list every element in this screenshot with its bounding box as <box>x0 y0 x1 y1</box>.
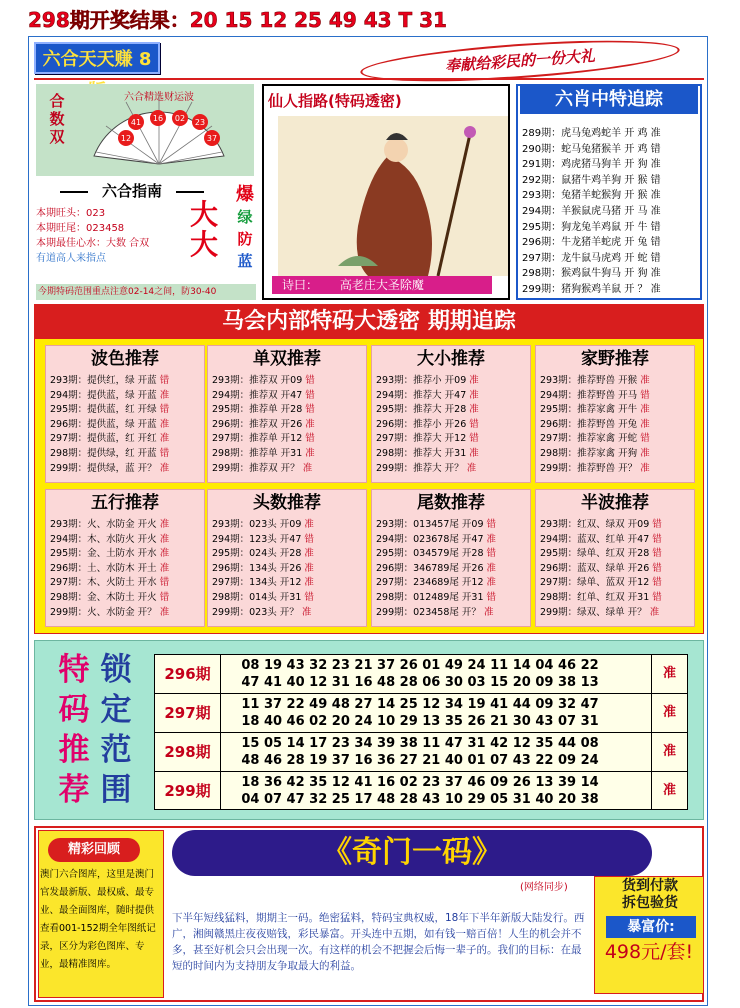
card-row: 293期：023头 开09 准 <box>212 519 314 530</box>
card-row-mark: 准 <box>640 404 650 416</box>
card-row: 296期：134头 开26 准 <box>212 562 314 574</box>
card-row: 295期：034579尾 开28 错 <box>376 548 497 560</box>
side-word: 蓝 <box>237 252 253 270</box>
lock-char: 推 <box>58 732 90 768</box>
lock-mark: 准 <box>651 733 687 771</box>
card-row: 299期：推荐大 开？ 准 <box>376 462 477 474</box>
card-row-mark: 准 <box>159 533 170 545</box>
lock-period: 299期 <box>155 772 221 810</box>
ad-description: 下半年短线猛料，期期主一码。绝密猛料，特码宝典权威，18年下半年新版大陆发行。西广，湘闽赣黑庄夜夜赔钱，彩民暴富。开头连中五期，如有钱一赔百倍！人生的机会并不多，甚至好机会只会出现一次。有这样的机会不把握会后悔一辈子的。我们的目标：在最短的时间内为支持朋友争取最大的利益。 <box>172 912 585 972</box>
recommend-grid <box>34 338 704 634</box>
card-row: 294期：123头 开47 错 <box>212 533 314 545</box>
lock-period: 298期 <box>155 733 221 771</box>
recommend-card <box>371 345 531 483</box>
card-row-mark: 错 <box>159 375 170 386</box>
card-row-mark: 错 <box>652 548 662 560</box>
review-title: 精彩回顾 <box>48 838 140 862</box>
card-row-mark: 准 <box>469 447 479 459</box>
slogan: 奉献给彩民的一份大礼 <box>359 33 681 89</box>
card-row: 298期：金、木防土 开火 错 <box>50 591 170 603</box>
card-row: 298期：012489尾 开31 错 <box>376 591 497 603</box>
card-row-mark: 准 <box>159 562 170 574</box>
recommend-card <box>207 345 367 483</box>
edition-badge: 六合天天赚 8 <box>34 42 160 74</box>
poem-label: 诗曰： <box>282 278 319 292</box>
range-note: 今期特码范围重点注意02-14之间，防30-40 <box>36 284 256 300</box>
card-row: 297期：推荐单 开12 错 <box>212 433 315 445</box>
fan-title: 六合精选财运波 <box>124 92 194 103</box>
lock-numbers <box>225 735 615 769</box>
card-row-mark: 错 <box>305 389 315 401</box>
guide-line: 本期最佳心水：大数 合双 <box>36 238 150 249</box>
card-row-mark: 准 <box>486 562 497 574</box>
card-row-mark: 错 <box>486 519 497 530</box>
card-row: 297期：134头 开12 准 <box>212 577 314 589</box>
card-row: 293期：013457尾 开09 错 <box>376 519 497 530</box>
lock-table <box>154 654 688 810</box>
zodiac-row: 291期：鸡虎猪马狗羊 开 狗 准 <box>522 159 661 171</box>
card-row-mark: 准 <box>159 389 170 401</box>
zodiac-row: 297期：龙牛鼠马虎鸡 开 蛇 错 <box>522 252 661 264</box>
card-row: 293期：推荐小 开09 准 <box>376 375 479 386</box>
card-row: 294期：木、水防火 开火 准 <box>50 533 170 545</box>
card-row-mark: 错 <box>159 404 170 416</box>
lock-line: 04 07 47 32 25 17 48 28 43 10 29 05 31 40 20 38 <box>241 792 599 807</box>
card-row-mark: 准 <box>302 462 313 474</box>
card-row-mark: 准 <box>305 447 315 459</box>
card-row-mark: 错 <box>652 577 662 589</box>
guide-line: 本期旺尾：023458 <box>36 223 125 234</box>
card-row-mark: 错 <box>652 591 662 603</box>
card-row-mark: 准 <box>304 519 314 530</box>
fan-ball-number: 16 <box>152 114 164 123</box>
card-row: 295期：024头 开28 准 <box>212 548 314 560</box>
lock-period: 297期 <box>155 694 221 732</box>
result-title: 298期开奖结果：20 15 12 25 49 43 T 31 <box>28 8 447 32</box>
side-words <box>232 184 258 272</box>
card-row-mark: 错 <box>304 591 314 603</box>
side-word: 绿 <box>237 208 253 226</box>
recommend-card <box>207 489 367 627</box>
card-row: 296期：346789尾 开26 准 <box>376 562 497 574</box>
card-row-mark: 准 <box>640 375 650 386</box>
card-row-mark: 准 <box>304 562 314 574</box>
card-row-mark: 错 <box>305 404 315 416</box>
card-row: 293期：红双、绿双 开09 错 <box>540 519 662 530</box>
card-row-mark: 准 <box>640 447 650 459</box>
card-row-mark: 准 <box>159 462 170 474</box>
card-row: 295期：推荐大 开28 准 <box>376 404 479 416</box>
fan-icon <box>86 86 232 166</box>
card-row: 295期：推荐单 开28 错 <box>212 404 315 416</box>
card-row: 294期：推荐双 开47 错 <box>212 389 315 401</box>
card-row: 299期：023458尾 开？ 准 <box>376 606 494 618</box>
card-row-mark: 准 <box>304 548 314 560</box>
card-row: 299期：火、水防金 开？ 准 <box>50 606 170 618</box>
zodiac-row: 290期：蛇马兔猪猴羊 开 鸡 错 <box>522 143 661 155</box>
zodiac-row: 293期：兔猪羊蛇猴狗 开 猴 准 <box>522 190 661 202</box>
card-title: 家野推荐 <box>581 349 649 369</box>
card-row: 298期：推荐单 开31 准 <box>212 447 315 459</box>
card-row: 297期：推荐家禽 开蛇 错 <box>540 433 650 445</box>
lock-row <box>155 694 687 733</box>
card-row-mark: 错 <box>305 375 315 386</box>
card-row-mark: 错 <box>640 433 650 445</box>
card-row: 298期：推荐家禽 开狗 准 <box>540 447 650 459</box>
card-row: 296期：土、水防木 开土 准 <box>50 562 170 574</box>
card-row-mark: 准 <box>159 433 170 445</box>
guide-title: 六合指南 <box>62 180 202 202</box>
price-label: 暴富价: <box>606 916 696 938</box>
recommend-card <box>371 489 531 627</box>
card-row-mark: 错 <box>652 519 662 530</box>
card-row: 299期：推荐野兽 开？ 准 <box>540 462 650 474</box>
card-row-mark: 错 <box>652 562 662 574</box>
card-row: 298期：014头 开31 错 <box>212 591 314 603</box>
card-title: 尾数推荐 <box>417 493 485 513</box>
card-row-mark: 准 <box>301 606 312 618</box>
card-row: 296期：推荐双 开26 准 <box>212 418 315 430</box>
lock-line: 48 46 28 19 37 16 36 27 21 40 01 07 43 22 09 24 <box>241 753 599 768</box>
big-text: 大大 <box>189 198 218 261</box>
card-row-mark: 准 <box>640 462 650 474</box>
card-row: 298期：提供绿，红 开蓝 错 <box>50 447 170 459</box>
lock-row <box>155 772 687 811</box>
lock-numbers <box>225 657 615 691</box>
card-row: 297期：提供蓝，红 开红 准 <box>50 433 170 445</box>
card-row-mark: 错 <box>469 433 479 445</box>
big-mark <box>186 200 222 260</box>
card-row-mark: 准 <box>159 519 170 530</box>
card-title: 头数推荐 <box>253 493 321 513</box>
guide-info <box>36 206 206 266</box>
lock-line: 18 40 46 02 20 24 10 29 13 35 26 21 30 43 07 31 <box>241 714 599 729</box>
lock-row <box>155 655 687 694</box>
recommend-card <box>535 489 695 627</box>
fan-ball-number: 02 <box>174 114 186 123</box>
card-row-mark: 错 <box>304 533 314 545</box>
zodiac-row: 295期：狗龙兔羊鸡鼠 开 牛 错 <box>522 221 661 233</box>
card-row-mark: 准 <box>159 548 170 560</box>
card-title: 波色推荐 <box>91 349 159 369</box>
card-row: 297期：绿单、蓝双 开12 错 <box>540 577 662 589</box>
poem-text: 高老庄大圣除魔 <box>339 278 424 292</box>
lock-char: 定 <box>100 692 132 728</box>
guide-line: 有道高人来指点 <box>36 253 106 264</box>
price-line: 拆包验货 <box>622 895 678 911</box>
card-row: 294期：023678尾 开47 准 <box>376 533 497 545</box>
fan-ball-number: 12 <box>120 134 132 143</box>
card-row-mark: 准 <box>469 404 479 416</box>
lock-char: 荐 <box>58 772 90 808</box>
sage-illustration <box>278 116 508 276</box>
lock-line: 08 19 43 32 23 21 37 26 01 49 24 11 14 04 46 22 <box>241 658 599 673</box>
header-bar <box>0 0 740 34</box>
zodiac-row: 289期：虎马兔鸡蛇羊 开 鸡 准 <box>522 128 661 139</box>
zodiac-row: 298期：猴鸡鼠牛狗马 开 狗 准 <box>522 268 661 280</box>
card-row-mark: 错 <box>469 418 479 430</box>
card-row: 294期：蓝双、红单 开47 错 <box>540 533 662 545</box>
zodiac-row: 299期：猪狗猴鸡羊鼠 开 ？ 准 <box>522 283 661 295</box>
lock-char: 码 <box>58 692 90 728</box>
card-row: 299期：提供绿，蓝 开？ 准 <box>50 462 170 474</box>
lock-right-chars <box>94 650 138 810</box>
card-row-mark: 错 <box>486 591 497 603</box>
qimen-title: 《奇门一码》 <box>172 830 652 876</box>
recommend-card <box>535 345 695 483</box>
card-title: 半波推荐 <box>581 493 649 513</box>
lock-line: 15 05 14 17 23 34 39 38 11 47 31 42 12 35 44 08 <box>241 736 599 751</box>
card-row-mark: 准 <box>486 577 497 589</box>
fan-ball-number: 23 <box>194 118 206 127</box>
card-row: 296期：推荐小 开26 错 <box>376 418 479 430</box>
price-lines <box>600 878 700 912</box>
card-row-mark: 错 <box>305 433 315 445</box>
card-row-mark: 准 <box>483 606 494 618</box>
hint-title: 仙人指路(特码透密) <box>268 92 402 110</box>
six-zodiac-list <box>522 126 700 298</box>
zodiac-row: 294期：羊猴鼠虎马猪 开 马 准 <box>522 205 661 217</box>
six-zodiac-title: 六肖中特追踪 <box>520 86 698 114</box>
lock-mark: 准 <box>651 772 687 810</box>
lock-char: 特 <box>58 652 90 688</box>
card-row: 295期：金、土防水 开水 准 <box>50 548 170 560</box>
side-word: 防 <box>237 230 253 248</box>
card-row-mark: 准 <box>466 462 477 474</box>
guide-line: 本期旺头：023 <box>36 208 106 219</box>
card-row-mark: 准 <box>649 606 660 618</box>
review-text: 澳门六合图库，这里是澳门官发最新版、最权威、最专业、最全面图库，随时提供查看001-152期全年图纸记录，区分为彩色图库、专业，最精准图库。 <box>40 869 156 970</box>
lock-mark: 准 <box>651 694 687 732</box>
card-title: 大小推荐 <box>417 349 485 369</box>
card-row-mark: 准 <box>305 418 315 430</box>
card-row-mark: 准 <box>304 577 314 589</box>
lock-char: 围 <box>100 772 132 808</box>
card-row-mark: 错 <box>652 533 662 545</box>
card-row: 293期：推荐野兽 开猴 准 <box>540 375 650 386</box>
card-title: 单双推荐 <box>253 349 321 369</box>
price-line: 货到付款 <box>622 878 678 894</box>
card-row-mark: 准 <box>486 533 497 545</box>
recommend-card <box>45 489 205 627</box>
lock-char: 范 <box>100 732 132 768</box>
card-row: 297期：木、火防土 开水 错 <box>50 577 170 589</box>
card-row: 297期：推荐大 开12 错 <box>376 433 479 445</box>
card-row: 294期：推荐野兽 开马 错 <box>540 389 650 401</box>
lock-line: 18 36 42 35 12 41 16 02 23 37 46 09 26 13 39 14 <box>241 775 599 790</box>
card-row-mark: 错 <box>159 447 170 459</box>
card-row-mark: 准 <box>469 375 479 386</box>
zodiac-row: 292期：鼠猪牛鸡羊狗 开 猴 错 <box>522 174 661 186</box>
card-row: 295期：推荐家禽 开牛 准 <box>540 404 650 416</box>
price-value: 498元/套! <box>604 941 694 963</box>
lock-left-chars <box>52 650 96 810</box>
secret-band-title: 马会内部特码大透密 期期追踪 <box>34 304 704 338</box>
card-row-mark: 准 <box>640 418 650 430</box>
card-row-mark: 错 <box>159 591 170 603</box>
lock-line: 47 41 40 12 31 16 48 28 06 30 03 15 20 09 38 13 <box>241 675 599 690</box>
card-row: 293期：火、水防金 开火 准 <box>50 519 170 530</box>
lock-row <box>155 733 687 772</box>
card-row: 296期：蓝双、绿单 开26 错 <box>540 562 662 574</box>
card-row-mark: 错 <box>159 577 170 589</box>
card-row: 299期：023头 开？ 准 <box>212 606 312 618</box>
card-row: 296期：推荐野兽 开兔 准 <box>540 418 650 430</box>
card-row: 299期：绿双、绿单 开？ 准 <box>540 606 660 618</box>
card-row-mark: 准 <box>159 418 170 430</box>
card-row-mark: 准 <box>159 606 170 618</box>
card-row-mark: 错 <box>640 389 650 401</box>
card-row: 298期：推荐大 开31 准 <box>376 447 479 459</box>
net-sync: (网络同步) <box>520 882 568 893</box>
recommend-card <box>45 345 205 483</box>
card-row-mark: 错 <box>486 548 497 560</box>
lock-period: 296期 <box>155 655 221 693</box>
fan-ball-number: 41 <box>130 118 142 127</box>
card-row: 295期：绿单、红双 开28 错 <box>540 548 662 560</box>
lock-mark: 准 <box>651 655 687 693</box>
divider <box>34 78 704 80</box>
poem-caption <box>272 276 492 294</box>
lock-line: 11 37 22 49 48 27 14 25 12 34 19 41 44 09 32 47 <box>241 697 599 712</box>
hedot-label: 合数双 <box>49 92 65 146</box>
card-title: 五行推荐 <box>91 493 159 513</box>
card-row: 296期：提供蓝，绿 开蓝 准 <box>50 418 170 430</box>
fan-ball-number: 37 <box>206 134 218 143</box>
lock-numbers <box>225 696 615 730</box>
card-row-mark: 准 <box>469 389 479 401</box>
card-row: 294期：推荐大 开47 准 <box>376 389 479 401</box>
lock-numbers <box>225 774 615 808</box>
card-row: 293期：推荐双 开09 错 <box>212 375 315 386</box>
card-row: 293期：提供红，绿 开蓝 错 <box>50 375 170 386</box>
card-row: 295期：提供蓝，红 开绿 错 <box>50 404 170 416</box>
card-row: 298期：红单、红双 开31 错 <box>540 591 662 603</box>
card-row: 299期：推荐双 开？ 准 <box>212 462 313 474</box>
card-row: 294期：提供蓝，绿 开蓝 准 <box>50 389 170 401</box>
side-word: 爆 <box>236 184 254 205</box>
card-row: 297期：234689尾 开12 准 <box>376 577 497 589</box>
zodiac-row: 296期：牛龙猪羊蛇虎 开 兔 错 <box>522 237 661 249</box>
lock-char: 锁 <box>100 652 132 688</box>
